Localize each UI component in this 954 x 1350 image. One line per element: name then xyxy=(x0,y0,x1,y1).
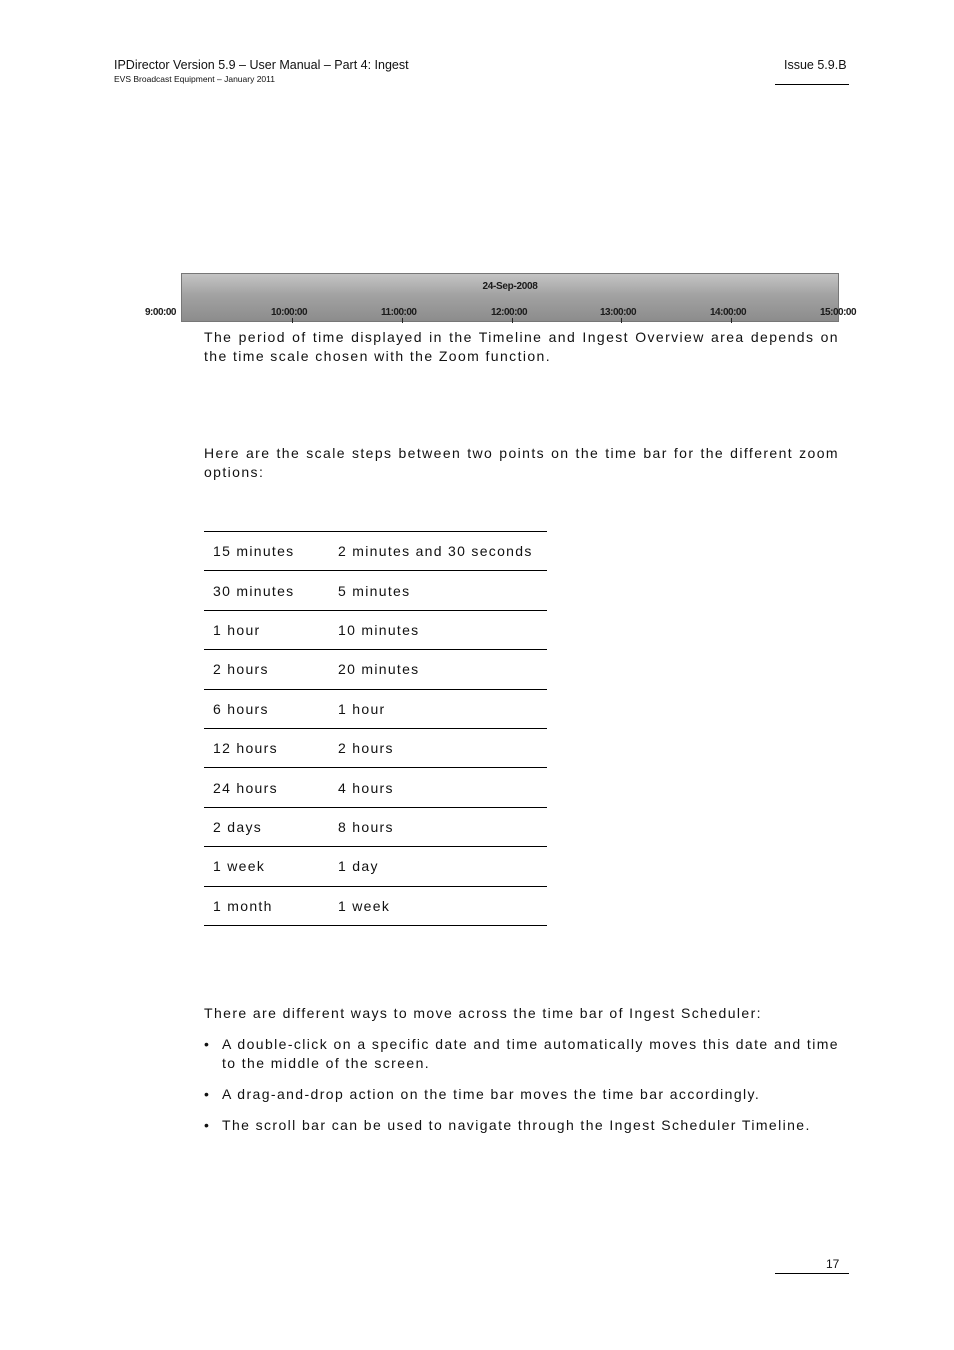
time-bar-tick-label: 13:00:00 xyxy=(600,307,637,318)
bullet-icon: • xyxy=(204,1036,211,1052)
table-row xyxy=(204,847,547,886)
table-row xyxy=(204,571,547,610)
time-bar-tick-label: 12:00:00 xyxy=(491,307,528,318)
list-item-text: A double-click on a specific date and time automatically moves this date and time to the middle of the screen. xyxy=(222,1036,839,1071)
list-item-text: The scroll bar can be used to navigate through the Ingest Scheduler Timeline. xyxy=(222,1117,811,1133)
list-item-text: A drag-and-drop action on the time bar moves the time bar accordingly. xyxy=(222,1086,761,1102)
zoom-cell: 12 hours xyxy=(204,728,329,767)
document-title: IPDirector Version 5.9 – User Manual – Part 4: Ingest xyxy=(114,58,409,72)
step-cell: 5 minutes xyxy=(329,571,547,610)
step-cell: 8 hours xyxy=(329,807,547,846)
table-row xyxy=(204,610,547,649)
step-cell: 2 minutes and 30 seconds xyxy=(329,532,547,571)
header-rule xyxy=(775,84,849,85)
table-row xyxy=(204,650,547,689)
paragraph-time-period: The period of time displayed in the Timeline and Ingest Overview area depends on the time scale chosen with the Zoom function. xyxy=(204,329,839,364)
table-row xyxy=(204,807,547,846)
time-bar-tick-label: 15:00:00 xyxy=(820,307,857,318)
paragraph-scale-steps: Here are the scale steps between two points on the time bar for the different zoom options: xyxy=(204,445,839,480)
time-bar-tick xyxy=(402,318,403,323)
table-row xyxy=(204,728,547,767)
table-row xyxy=(204,886,547,925)
document-subtitle: EVS Broadcast Equipment – January 2011 xyxy=(114,74,275,84)
table-row xyxy=(204,689,547,728)
zoom-scale-table xyxy=(204,531,547,926)
zoom-cell: 2 hours xyxy=(204,650,329,689)
list-item xyxy=(204,1116,839,1135)
zoom-cell: 24 hours xyxy=(204,768,329,807)
step-cell: 2 hours xyxy=(329,728,547,767)
step-cell: 1 day xyxy=(329,847,547,886)
zoom-cell: 1 month xyxy=(204,886,329,925)
time-bar-tick xyxy=(292,318,293,323)
zoom-cell: 15 minutes xyxy=(204,532,329,571)
zoom-cell: 2 days xyxy=(204,807,329,846)
zoom-cell: 6 hours xyxy=(204,689,329,728)
step-cell: 10 minutes xyxy=(329,610,547,649)
time-bar-date: 24-Sep-2008 xyxy=(482,281,538,292)
time-bar-tick-label: 9:00:00 xyxy=(145,307,176,318)
zoom-cell: 30 minutes xyxy=(204,571,329,610)
time-bar-tick-label: 11:00:00 xyxy=(381,307,417,318)
move-methods-list xyxy=(204,1035,839,1147)
page-number: 17 xyxy=(826,1257,840,1271)
time-bar-tick-label: 10:00:00 xyxy=(271,307,308,318)
zoom-cell: 1 week xyxy=(204,847,329,886)
time-bar-tick xyxy=(621,318,622,323)
step-cell: 20 minutes xyxy=(329,650,547,689)
issue-label: Issue 5.9.B xyxy=(784,58,847,72)
time-bar-tick xyxy=(512,318,513,323)
step-cell: 1 hour xyxy=(329,689,547,728)
time-bar-screenshot xyxy=(145,273,857,322)
footer-rule xyxy=(775,1273,849,1274)
time-bar-tick-label: 14:00:00 xyxy=(710,307,747,318)
time-bar-tick xyxy=(731,318,732,323)
zoom-cell: 1 hour xyxy=(204,610,329,649)
table-row xyxy=(204,768,547,807)
paragraph-move-time-bar: There are different ways to move across the time bar of Ingest Scheduler: xyxy=(204,1005,762,1021)
step-cell: 1 week xyxy=(329,886,547,925)
list-item xyxy=(204,1085,839,1104)
table-row xyxy=(204,532,547,571)
bullet-icon: • xyxy=(204,1086,211,1102)
list-item xyxy=(204,1035,839,1073)
bullet-icon: • xyxy=(204,1117,211,1133)
step-cell: 4 hours xyxy=(329,768,547,807)
